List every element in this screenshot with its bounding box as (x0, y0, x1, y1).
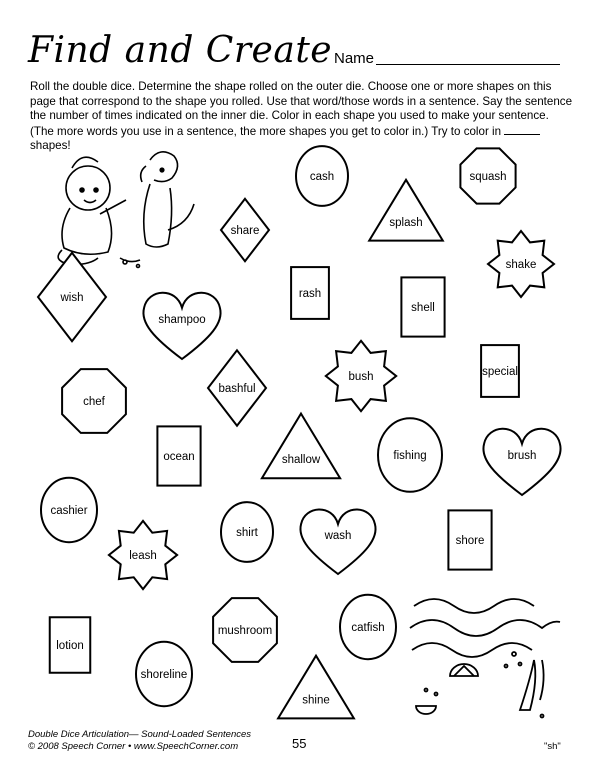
instructions-text: Roll the double dice. Determine the shape rolled on the outer die. Choose one or more shapes on this page that correspond to the shape you rolled. Use that word/those words in a sentence. Say the sentence the number of times indicated on the inner die. Color in each shape you used to make your sentence. (The more words you use in a sentence, the more shapes you get to color in.) Try to color in (30, 80, 573, 138)
page-number: 55 (292, 736, 307, 751)
shape-catfish[interactable] (340, 595, 396, 659)
shape-rash[interactable] (291, 267, 329, 319)
shape-word: shine (302, 694, 330, 707)
shape-word: ocean (163, 451, 195, 463)
shape-word: catfish (351, 622, 385, 634)
shape-wish[interactable] (38, 253, 106, 341)
shape-word: shoreline (140, 669, 188, 681)
shape-word: shallow (281, 453, 321, 466)
shape-word: wish (60, 292, 84, 304)
shape-word: bush (348, 371, 374, 383)
shape-cashier[interactable] (41, 478, 97, 542)
shape-word: shampoo (158, 314, 206, 326)
shape-shampoo[interactable] (143, 293, 220, 359)
footer-book-title: Double Dice Articulation— Sound-Loaded Sentences (28, 729, 252, 740)
footer-copyright: © 2008 Speech Corner • www.SpeechCorner.com (28, 741, 239, 752)
shape-word: lotion (56, 640, 84, 652)
shape-word: wash (324, 530, 352, 542)
shape-fishing[interactable] (378, 418, 442, 492)
shape-leash[interactable] (109, 521, 177, 589)
shape-word: leash (129, 550, 157, 562)
shape-shell[interactable] (401, 277, 444, 336)
shape-word: brush (507, 450, 537, 462)
name-label: Name (334, 50, 375, 67)
shape-word: cash (309, 171, 335, 183)
shape-word: rash (298, 288, 322, 300)
shape-bashful[interactable] (208, 350, 266, 425)
shape-chef[interactable] (62, 369, 126, 433)
shape-bush[interactable] (326, 341, 396, 411)
shape-splash[interactable] (369, 180, 443, 241)
shape-word: bashful (218, 383, 256, 395)
shape-word: chef (83, 396, 105, 408)
shape-lotion[interactable] (50, 617, 91, 673)
shape-word: cashier (50, 505, 88, 517)
ocean-waves-illustration (410, 599, 560, 718)
shape-word: splash (389, 217, 423, 230)
sound-tag: "sh" (544, 741, 561, 752)
shape-share[interactable] (221, 199, 269, 261)
shape-word: shirt (236, 527, 258, 539)
shape-ocean[interactable] (157, 426, 200, 485)
shape-shallow[interactable] (262, 414, 340, 479)
shape-mushroom[interactable] (213, 598, 277, 662)
shape-word: shake (505, 259, 537, 271)
shape-wash[interactable] (300, 509, 375, 574)
shape-shore[interactable] (448, 510, 491, 569)
shape-word: fishing (393, 450, 427, 462)
shape-shoreline[interactable] (136, 642, 192, 706)
shape-brush[interactable] (483, 429, 560, 495)
shape-special[interactable] (481, 345, 519, 397)
triangle-outline (262, 414, 340, 479)
shape-word: squash (469, 171, 507, 183)
triangle-outline (369, 180, 443, 241)
shape-word: shore (455, 535, 485, 547)
shape-word: share (230, 225, 260, 237)
shape-shirt[interactable] (221, 502, 273, 562)
shape-squash[interactable] (460, 148, 515, 203)
instructions-end: shapes! (30, 139, 71, 152)
triangle-outline (278, 656, 354, 719)
shape-word: shell (411, 302, 435, 314)
shape-shine[interactable] (278, 656, 354, 719)
baby-and-dog-illustration (58, 152, 194, 268)
shape-cash[interactable] (296, 146, 348, 206)
page-title: Find and Create (28, 30, 333, 71)
shape-shake[interactable] (488, 231, 554, 297)
shape-word: special (482, 366, 518, 378)
shape-word: mushroom (217, 625, 273, 637)
